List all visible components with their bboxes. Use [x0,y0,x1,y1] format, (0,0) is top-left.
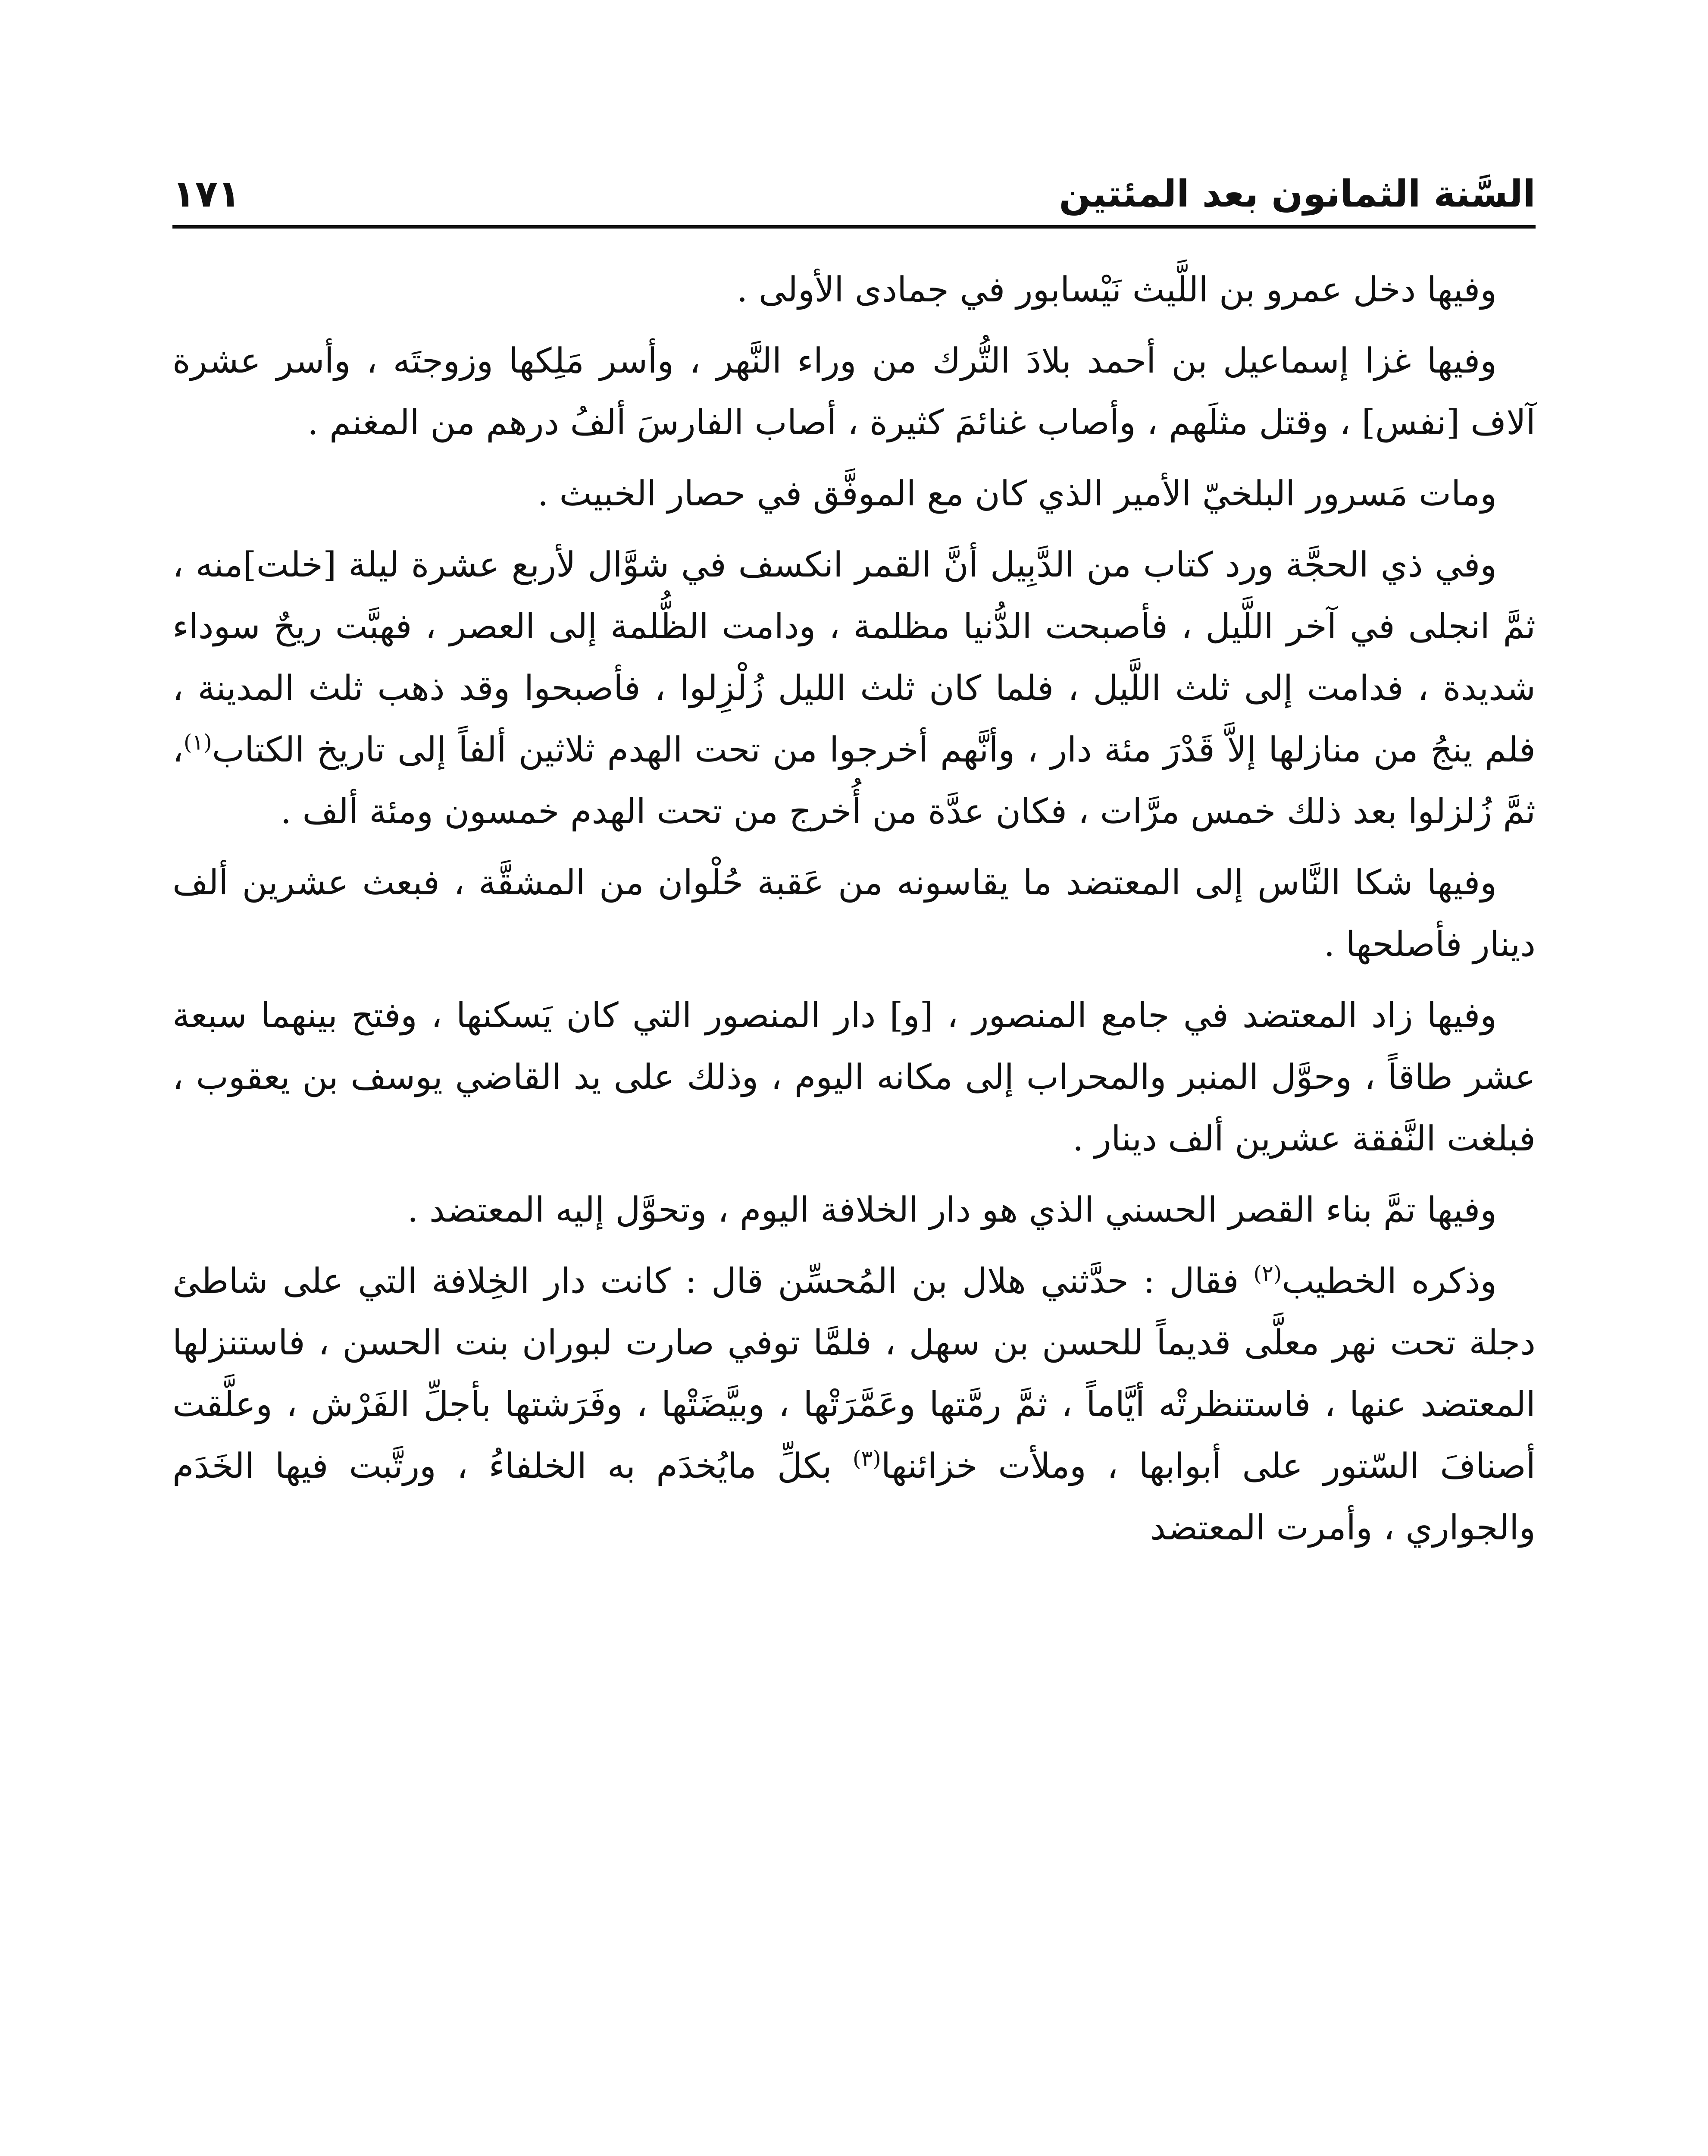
paragraph [172,852,1536,975]
paragraph-text: ، ثمَّ زُلزلوا بعد ذلك خمس مرَّات ، فكان عدَّة من أُخرج من تحت الهدم خمسون ومئة ألف . [172,730,1536,831]
paragraph-text: وفيها زاد المعتضد في جامع المنصور ، [و] دار المنصور التي كان يَسكنها ، وفتح بينهما سبعة عشر طاقاً ، وحوَّل المنبر والمحراب إلى مكانه اليوم ، وذلك على يد القاضي يوسف بن يعقوب ، فبلغت النَّفقة عشرين ألف دينار . [172,995,1536,1159]
footnote-mark: (١) [183,730,212,755]
paragraph-text: وفي ذي الحجَّة ورد كتاب من الدَّبِيل أنَّ القمر انكسف في شوَّال لأربع عشرة ليلة [خلت]منه ، ثمَّ انجلى في آخر اللَّيل ، فأصبحت الدُّنيا مظلمة ، ودامت الظُّلمة إلى العصر ، فهبَّت ريحٌ سوداء شديدة ، فدامت إلى ثلث اللَّيل ، فلما كان ثلث الليل زُلْزِلوا ، فأصبحوا وقد ذهب ثلث المدينة ، فلم ينجُ من منازلها إلاَّ قَدْرَ مئة دار ، وأنَّهم أخرجوا من تحت الهدم ثلاثين ألفاً إلى تاريخ الكتاب [172,545,1536,770]
paragraph-text: فقال : حدَّثني هلال بن المُحسِّن قال : كانت دار الخِلافة التي على شاطئ دجلة تحت نهر معلَّى قديماً للحسن بن سهل ، فلمَّا توفي صارت لبوران بنت الحسن ، فاستنزلها المعتضد عنها ، فاستنظرتْه أيَّاماً ، ثمَّ رمَّتها وعَمَّرَتْها ، وبيَّضَتْها ، وفَرَشتها بأجلِّ الفَرْش ، وعلَّقت أصنافَ السّتور على أبوابها ، وملأت خزائنها [172,1261,1536,1486]
paragraph-text: وفيها تمَّ بناء القصر الحسني الذي هو دار الخلافة اليوم ، وتحوَّل إليه المعتضد . [407,1190,1497,1230]
footnote-mark: (٣) [852,1446,881,1471]
header-divider [172,225,1536,229]
paragraph-text: وفيها شكا النَّاس إلى المعتضد ما يقاسونه من عَقبة حُلْوان من المشقَّة ، فبعث عشرين ألف دينار فأصلحها . [172,862,1536,964]
page-header [172,142,1536,216]
running-title: السَّنة الثمانون بعد المئتين [1059,172,1536,216]
footnote-mark: (٢) [1253,1261,1282,1286]
paragraph [172,1179,1536,1241]
paragraph-text: وفيها غزا إسماعيل بن أحمد بلادَ التُّرك من وراء النَّهر ، وأسر مَلِكها وزوجتَه ، وأسر عشرة آلاف [نفس] ، وقتل مثلَهم ، وأصاب غنائمَ كثيرة ، أصاب الفارسَ ألفُ درهم من المغنم . [172,341,1536,442]
paragraph-text: ومات مَسرور البلخيّ الأمير الذي كان مع الموفَّق في حصار الخبيث . [537,473,1497,514]
paragraph [172,1250,1536,1558]
paragraph [172,534,1536,842]
paragraph-text: بكلِّ مايُخدَم به الخلفاءُ ، ورتَّبت فيها الخَدَم والجواري ، وأمرت المعتضد [172,1446,1536,1548]
paragraph [172,984,1536,1169]
page-number: ١٧١ [172,172,241,216]
paragraph [172,330,1536,453]
paragraph-text: وذكره الخطيب [1282,1261,1497,1301]
paragraph-text: وفيها دخل عمرو بن اللَّيث نَيْسابور في جمادى الأولى . [736,270,1497,310]
body-text [172,259,1536,1568]
paragraph [172,259,1536,320]
paragraph [172,463,1536,524]
